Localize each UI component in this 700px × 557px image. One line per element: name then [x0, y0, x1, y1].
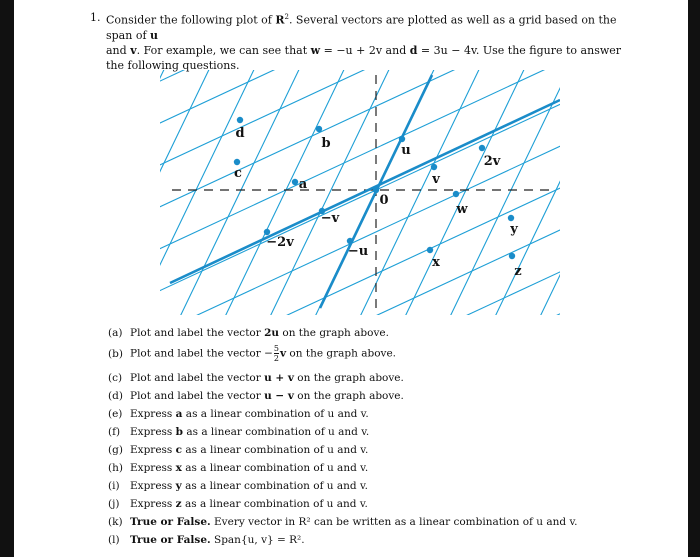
grid-line — [160, 70, 491, 315]
text-segment: 2 — [284, 13, 289, 21]
question-label: (k) — [108, 516, 123, 528]
label-v: v — [432, 172, 440, 187]
grid-line — [160, 70, 560, 226]
question-text: Plot and label the vector — [130, 390, 265, 402]
label-neg-2v: −2v — [266, 235, 294, 250]
question-text: on the graph above. — [293, 390, 404, 402]
question-text: Express — [130, 480, 176, 492]
question-text: Express — [130, 426, 176, 438]
question-bold: True or False. — [130, 516, 211, 528]
question-label: (i) — [108, 480, 120, 492]
label-neg-u: −u — [347, 244, 369, 259]
text-segment: w — [310, 43, 321, 57]
question-text: on the graph above. — [286, 347, 396, 360]
question-bold: 2u — [264, 327, 280, 339]
question-bold: c — [175, 444, 183, 456]
question-l — [108, 534, 305, 546]
grid-svg — [160, 70, 560, 315]
question-text: Plot and label the vector — [130, 327, 265, 339]
question-text: Plot and label the vector — [130, 372, 265, 384]
question-k — [108, 516, 577, 528]
question-text: Express — [130, 462, 176, 474]
problem-statement — [90, 10, 630, 73]
question-e — [108, 408, 369, 420]
label-origin: 0 — [379, 193, 389, 208]
question-bold: x — [175, 462, 182, 474]
label-2v: 2v — [483, 154, 501, 169]
point-a — [292, 179, 298, 185]
question-h — [108, 462, 368, 474]
question-text: Express — [130, 444, 176, 456]
label-a: a — [298, 177, 308, 192]
question-label: (c) — [108, 372, 123, 384]
question-text: on the graph above. — [279, 327, 389, 339]
text-segment: . Use the figure to answer the following questions. — [106, 43, 622, 72]
question-b — [108, 344, 396, 363]
question-label: (d) — [108, 390, 123, 402]
grid-line — [319, 70, 560, 315]
fraction-denominator: 2 — [273, 354, 279, 363]
vector-grid-figure — [160, 70, 560, 315]
question-label: (f) — [108, 426, 121, 438]
label-w: w — [456, 202, 468, 217]
question-label: (a) — [108, 327, 123, 339]
label-c: c — [234, 166, 242, 181]
label-b: b — [321, 136, 331, 151]
point-y — [508, 215, 514, 221]
question-j — [108, 498, 368, 510]
question-text: as a linear combination of u and v. — [182, 408, 369, 420]
left-border — [0, 0, 14, 557]
question-text: on the graph above. — [293, 372, 404, 384]
question-label: (g) — [108, 444, 123, 456]
question-f — [108, 426, 369, 438]
point-z — [509, 253, 515, 259]
point-origin — [373, 187, 379, 193]
label-z: z — [514, 264, 522, 279]
text-segment: Consider the following plot of — [106, 13, 276, 27]
question-bold: y — [175, 480, 182, 492]
label-u: u — [401, 143, 411, 158]
label-x: x — [432, 255, 440, 270]
question-g — [108, 444, 368, 456]
question-text: as a linear combination of u and v. — [181, 480, 369, 492]
question-text: as a linear combination of u and v. — [182, 444, 369, 456]
point-v — [431, 164, 437, 170]
point-d — [237, 117, 243, 123]
question-label: (e) — [108, 408, 123, 420]
question-text: as a linear combination of u and v. — [181, 462, 369, 474]
text-segment: u — [150, 28, 159, 42]
label-y: y — [510, 222, 518, 237]
text-segment: and — [106, 43, 127, 57]
point-u — [399, 136, 405, 142]
question-bold: b — [175, 426, 183, 438]
question-bold: v — [279, 347, 287, 360]
point-w — [453, 191, 459, 197]
question-text: Express — [130, 408, 176, 420]
question-label: (l) — [108, 534, 120, 546]
question-a — [108, 327, 389, 339]
text-segment: = −u + 2v — [320, 43, 386, 57]
grid-line — [160, 70, 317, 315]
text-segment: and — [385, 43, 410, 57]
question-label: (h) — [108, 462, 123, 474]
label-d: d — [235, 126, 245, 141]
point-x — [427, 247, 433, 253]
fraction-numerator: 5 — [273, 344, 279, 353]
text-segment: R — [275, 13, 285, 27]
text-segment: v — [130, 43, 137, 57]
question-bold: u + v — [264, 372, 294, 384]
point-2v — [479, 145, 485, 151]
question-text: Express — [130, 498, 176, 510]
question-text: Span{u, v} = R². — [210, 534, 305, 546]
question-i — [108, 480, 368, 492]
question-text: as a linear combination of u and v. — [183, 426, 370, 438]
problem-text — [106, 10, 630, 73]
question-c — [108, 372, 404, 384]
question-bold: True or False. — [130, 534, 211, 546]
problem-number: 1. — [90, 11, 101, 24]
grid-line — [160, 70, 549, 315]
point-b — [316, 126, 322, 132]
label-neg-v: −v — [320, 211, 340, 226]
text-segment: = 3u − 4v — [417, 43, 476, 57]
question-label: (b) — [108, 347, 123, 360]
right-border — [688, 0, 700, 557]
question-bold: a — [175, 408, 183, 420]
fraction — [274, 344, 279, 363]
question-text: Plot and label the vector − — [130, 347, 273, 360]
point-c — [234, 159, 240, 165]
text-segment: . For example, we can see that — [136, 43, 311, 57]
text-segment: . Several vectors are plotted as well as a grid based on the span of — [106, 13, 617, 42]
grid-line — [160, 70, 433, 315]
question-label: (j) — [108, 498, 120, 510]
question-bold: u − v — [264, 390, 294, 402]
question-text: as a linear combination of u and v. — [181, 498, 368, 510]
question-d — [108, 390, 404, 402]
grid-line — [160, 70, 375, 315]
text-segment: d — [409, 43, 418, 57]
question-text: Every vector in R² can be written as a linear combination of u and v. — [210, 516, 578, 528]
question-bold: z — [175, 498, 182, 510]
